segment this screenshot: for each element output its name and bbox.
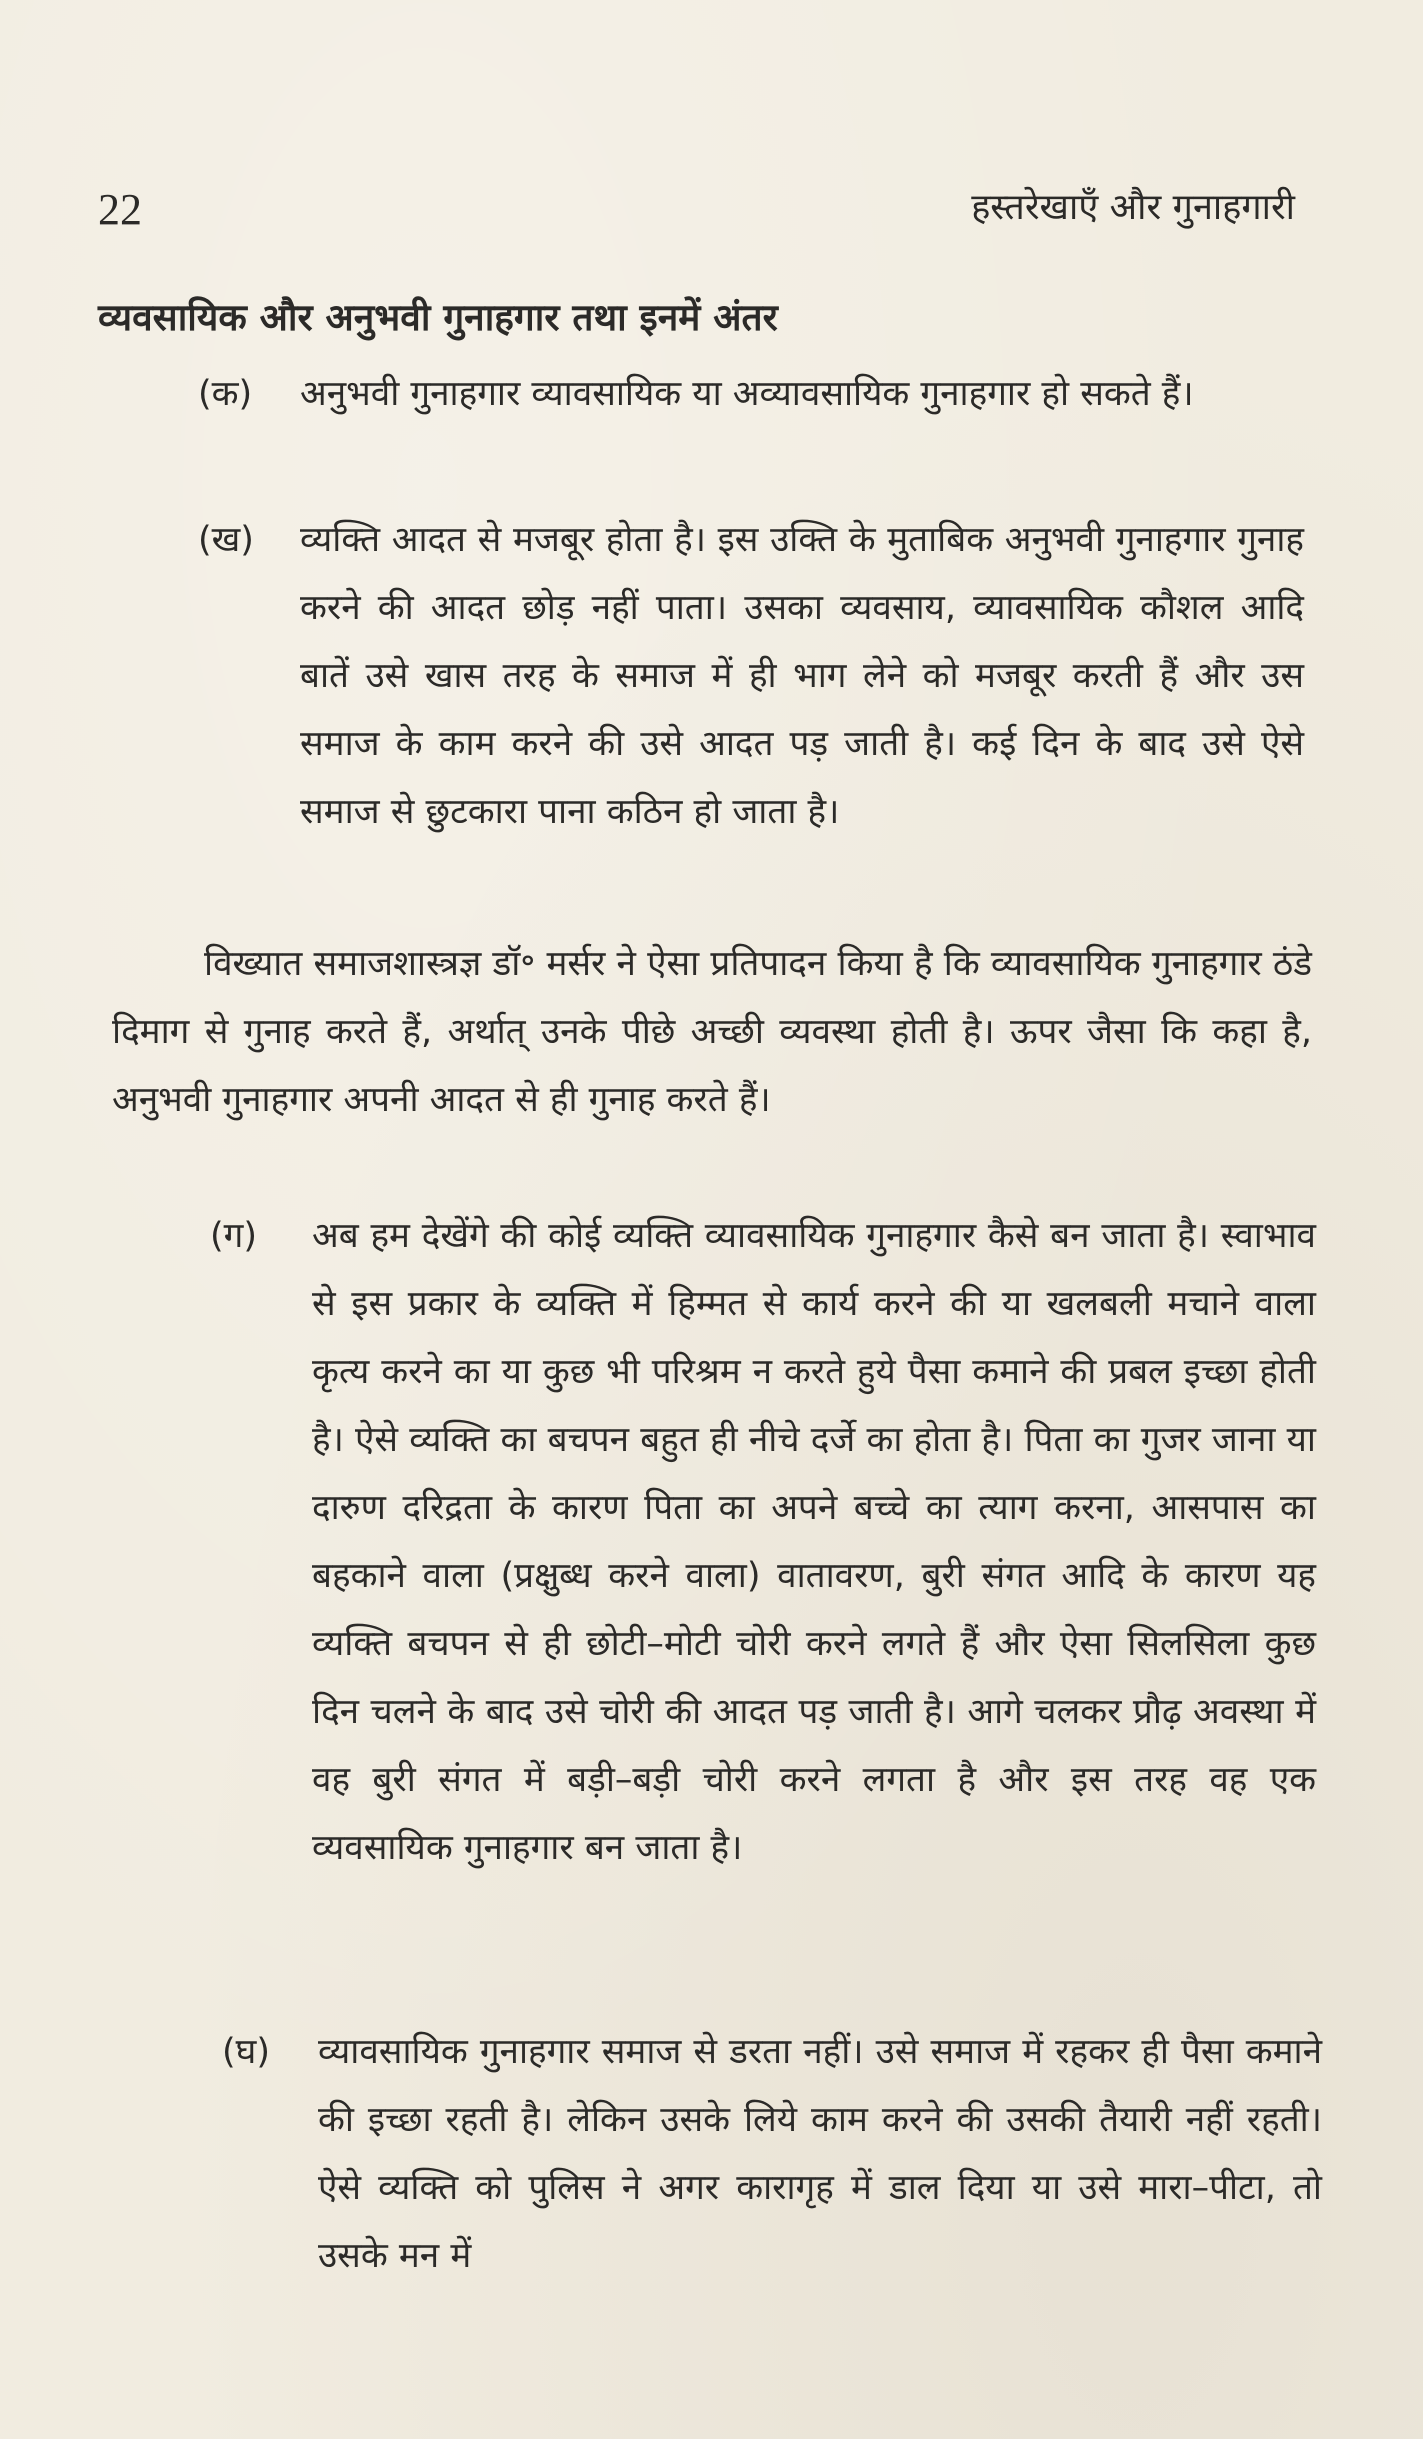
list-item: [0, 1202, 1423, 2002]
page-number: 22: [98, 185, 142, 234]
item-text: अनुभवी गुनाहगार व्यावसायिक या अव्यावसायिक गुनाहगार हो सकते हैं।: [300, 374, 1194, 414]
body-paragraph: विख्यात समाजशास्त्रज्ञ डॉ॰ मर्सर ने ऐसा प्रतिपादन किया है कि व्यावसायिक गुनाहगार ठंडे दिमाग से गुनाह करते हैं, अर्थात् उनके पीछे अच्छी व्यवस्था होती है। ऊपर जैसा कि कहा है, अनुभवी गुनाहगार अपनी आदत से ही गुनाह करते हैं।: [112, 944, 1312, 1120]
item-marker: (ख): [198, 520, 254, 560]
running-title: हस्तरेखाएँ और गुनाहगारी: [971, 187, 1295, 228]
item-text: व्यक्ति आदत से मजबूर होता है। इस उक्ति के मुताबिक अनुभवी गुनाहगार गुनाह करने की आदत छोड़ नहीं पाता। उसका व्यवसाय, व्यावसायिक कौशल आदि बातें उसे खास तरह के समाज में ही भाग लेने को मजबूर करती हैं और उस समाज के काम करने की उसे आदत पड़ जाती है। कई दिन के बाद उसे ऐसे समाज से छुटकारा पाना कठिन हो जाता है।: [300, 520, 1304, 832]
list-item: [0, 506, 1423, 926]
item-text: व्यावसायिक गुनाहगार समाज से डरता नहीं। उसे समाज में रहकर ही पैसा कमाने की इच्छा रहती है। लेकिन उसके लिये काम करने की उसकी तैयारी नहीं रहती। ऐसे व्यक्ति को पुलिस ने अगर कारागृह में डाल दिया या उसे मारा–पीटा, तो उसके मन में: [318, 2032, 1322, 2276]
list-item: [0, 2018, 1423, 2298]
item-marker: (घ): [222, 2032, 270, 2072]
item-marker: (क): [198, 374, 253, 414]
list-item: [0, 360, 1423, 500]
item-marker: (ग): [210, 1216, 258, 1256]
section-heading: व्यवसायिक और अनुभवी गुनाहगार तथा इनमें अंतर: [98, 296, 778, 339]
item-text: अब हम देखेंगे की कोई व्यक्ति व्यावसायिक गुनाहगार कैसे बन जाता है। स्वाभाव से इस प्रकार के व्यक्ति में हिम्मत से कार्य करने की या खलबली मचाने वाला कृत्य करने का या कुछ भी परिश्रम न करते हुये पैसा कमाने की प्रबल इच्छा होती है। ऐसे व्यक्ति का बचपन बहुत ही नीचे दर्जे का होता है। पिता का गुजर जाना या दारुण दरिद्रता के कारण पिता का अपने बच्चे का त्याग करना, आसपास का बहकाने वाला (प्रक्षुब्ध करने वाला) वातावरण, बुरी संगत आदि के कारण यह व्यक्ति बचपन से ही छोटी–मोटी चोरी करने लगते हैं और ऐसा सिलसिला कुछ दिन चलने के बाद उसे चोरी की आदत पड़ जाती है। आगे चलकर प्रौढ़ अवस्था में वह बुरी संगत में बड़ी–बड़ी चोरी करने लगता है और इस तरह वह एक व्यवसायिक गुनाहगार बन जाता है।: [312, 1216, 1316, 1868]
